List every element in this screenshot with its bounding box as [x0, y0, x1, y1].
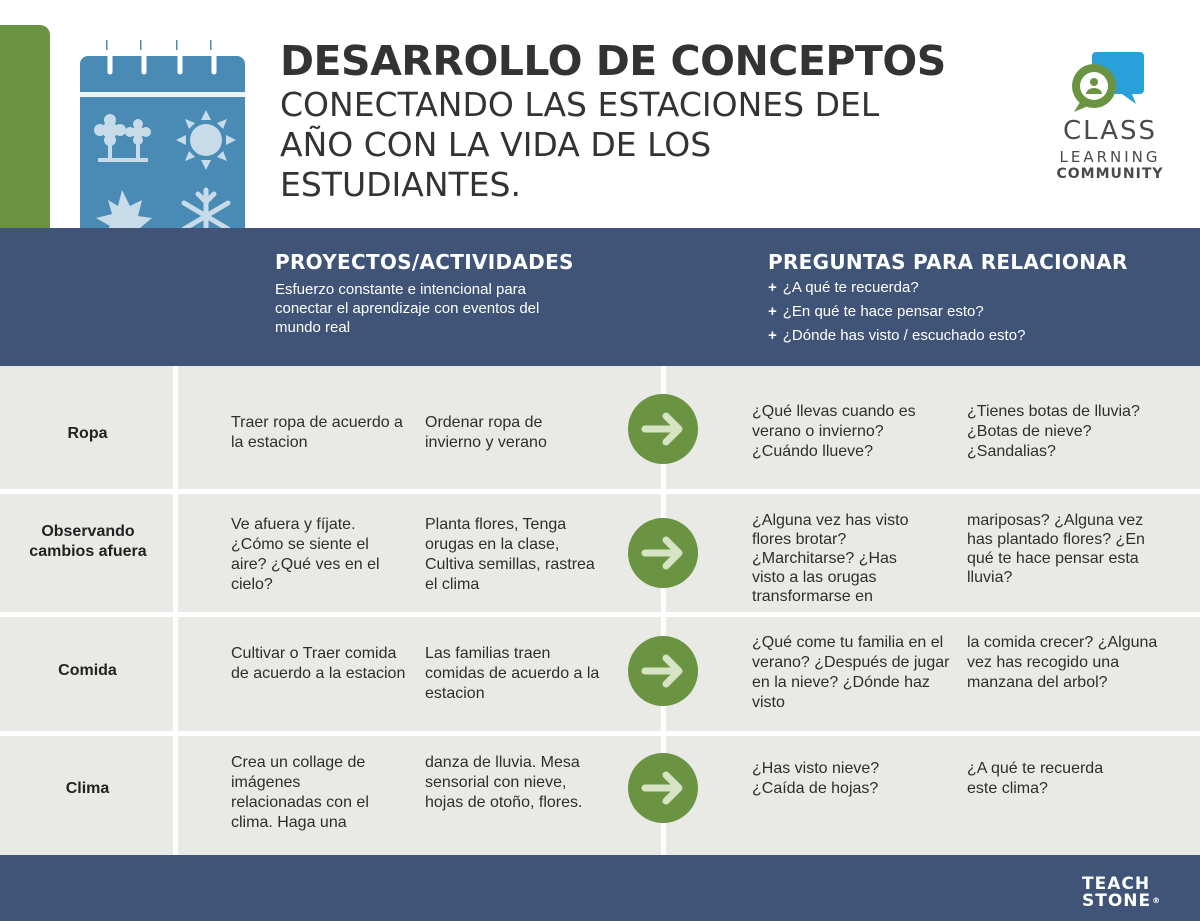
- activities-table: [0, 366, 1200, 855]
- question-text: ¿Alguna vez has visto flores brotar? ¿Marchitarse? ¿Has visto a las orugas transformarse en: [752, 512, 909, 605]
- row-label: Observando cambios afuera: [29, 523, 147, 560]
- activity-text: Las familias traen comidas de acuerdo a la estacion: [425, 645, 600, 702]
- projects-description: Esfuerzo constante e intencional para conectar el aprendizaje con eventos del mundo real: [275, 281, 540, 336]
- question-text: mariposas? ¿Alguna vez has plantado flores? ¿En qué te hace pensar esta lluvia?: [967, 512, 1145, 586]
- question-text: ¿Qué llevas cuando es verano o invierno? ¿Cuándo llueve?: [752, 403, 916, 460]
- question-item: + ¿Dónde has visto / escuchado esto?: [768, 327, 1026, 344]
- chat-bubbles-icon: [1040, 50, 1180, 112]
- row-label: Ropa: [67, 425, 108, 442]
- activity-text: Cultivar o Traer comida de acuerdo a la estacion: [231, 645, 406, 682]
- question-text: ¿Qué come tu familia en el verano? ¿Después de jugar en la nieve? ¿Dónde haz visto: [752, 634, 950, 711]
- questions-list: [768, 278, 1025, 350]
- arrow-right-icon: [628, 753, 698, 823]
- table-row: [0, 736, 1200, 855]
- header: [280, 38, 1040, 205]
- activity-text: Ordenar ropa de invierno y verano: [425, 414, 547, 451]
- question-text: la comida crecer? ¿Alguna vez has recogido una manzana del arbol?: [967, 634, 1158, 691]
- arrow-right-icon: [628, 518, 698, 588]
- arrow-right-icon: [628, 394, 698, 464]
- activity-text: Ve afuera y fíjate. ¿Cómo se siente el aire? ¿Qué ves en el cielo?: [231, 516, 380, 593]
- table-row: [0, 494, 1200, 612]
- questions-heading: PREGUNTAS PARA RELACIONAR: [768, 250, 1128, 274]
- activity-text: danza de lluvia. Mesa sensorial con nieve, hojas de otoño, flores.: [425, 754, 583, 811]
- class-learning-community-logo: [1040, 50, 1180, 190]
- footer-band: [0, 855, 1200, 921]
- table-row: [0, 617, 1200, 731]
- table-row: [0, 366, 1200, 489]
- activity-text: Planta flores, Tenga orugas en la clase, Cultiva semillas, rastrea el clima: [425, 516, 595, 593]
- question-item: + ¿En qué te hace pensar esto?: [768, 303, 984, 320]
- row-label: Clima: [65, 780, 110, 797]
- plus-icon: +: [768, 303, 777, 320]
- question-text: ¿A qué te recuerda este clima?: [967, 760, 1104, 797]
- arrow-right-icon: [628, 636, 698, 706]
- logo-learning-word: LEARNING: [1059, 148, 1161, 166]
- sun-icon: [176, 110, 236, 170]
- seasons-calendar-icon: [80, 40, 245, 257]
- plus-icon: +: [768, 327, 777, 344]
- teachstone-logo-line1: TEACH: [1082, 874, 1151, 894]
- row-label: Comida: [58, 662, 117, 679]
- activity-text: Crea un collage de imágenes relacionadas con el clima. Haga una: [231, 754, 369, 831]
- question-text: ¿Tienes botas de lluvia? ¿Botas de nieve? ¿Sandalias?: [967, 403, 1140, 460]
- page-title: DESARROLLO DE CONCEPTOS: [280, 37, 946, 85]
- page-subtitle: CONECTANDO LAS ESTACIONES DEL AÑO CON LA VIDA DE LOS ESTUDIANTES.: [280, 85, 880, 204]
- activity-text: Traer ropa de acuerdo a la estacion: [231, 414, 403, 451]
- projects-heading: PROYECTOS/ACTIVIDADES: [275, 250, 574, 274]
- logo-community-word: COMMUNITY: [1056, 166, 1164, 182]
- plus-icon: +: [768, 279, 777, 296]
- teachstone-logo-line2: STONE®: [1082, 891, 1162, 911]
- question-text: ¿Has visto nieve? ¿Caída de hojas?: [752, 760, 880, 797]
- logo-class-word: CLASS: [1062, 116, 1158, 146]
- trademark-symbol: ®: [1152, 896, 1162, 905]
- question-item: + ¿A qué te recuerda?: [768, 279, 919, 296]
- column-header-band: [0, 228, 1200, 366]
